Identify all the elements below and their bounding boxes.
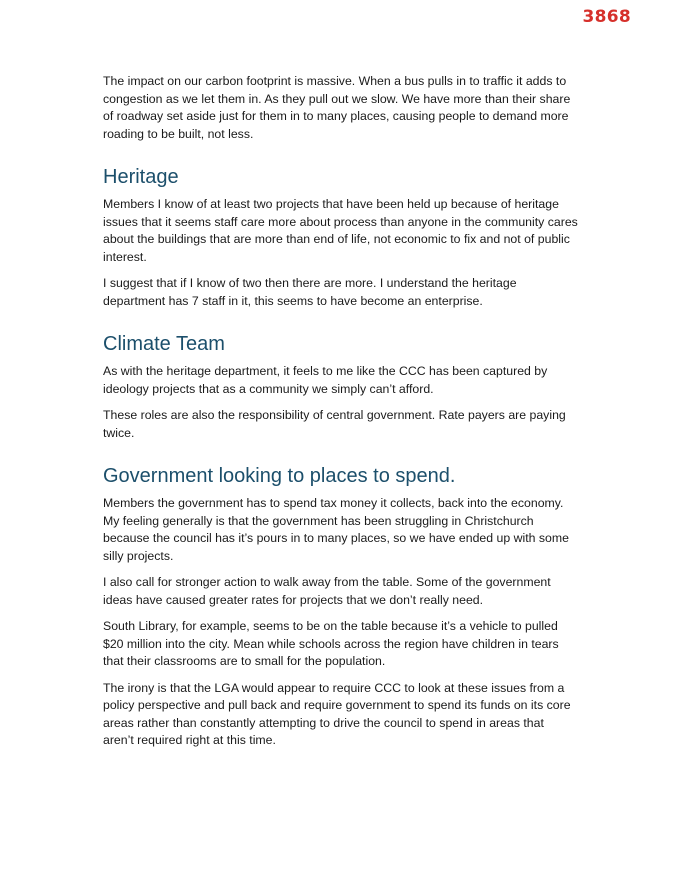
paragraph: Members the government has to spend tax money it collects, back into the economy. My feeling generally is that the government has been struggling in Christchurch because the council has it’s pours in to many places, so we have ended up with some silly projects. [103, 496, 569, 563]
section-heritage [103, 164, 578, 310]
page-number: 3868 [582, 7, 631, 27]
paragraph: As with the heritage department, it feels to me like the CCC has been captured by ideology projects that as a community we simply can’t afford. [103, 364, 548, 396]
paragraph: South Library, for example, seems to be on the table because it’s a vehicle to pulled $20 million into the city. Mean while schools across the region have children in tears that their classrooms are to small for the population. [103, 619, 559, 668]
document-body [103, 73, 578, 759]
paragraph: I also call for stronger action to walk away from the table. Some of the government ideas have caused greater rates for projects that we don’t really need. [103, 575, 551, 607]
section-heading-government-spending: Government looking to places to spend. [103, 465, 456, 487]
section-heading-climate-team: Climate Team [103, 333, 225, 355]
section-government-spending [103, 463, 578, 750]
section-climate-team [103, 331, 578, 442]
paragraph: I suggest that if I know of two then there are more. I understand the heritage department has 7 staff in it, this seems to have become an enterprise. [103, 276, 517, 308]
intro-paragraph: The impact on our carbon footprint is massive. When a bus pulls in to traffic it adds to congestion as we let them in. As they pull out we slow. We have more than their share of roadway set aside just for them in to many places, causing people to demand more roading to be built, not less. [103, 74, 571, 141]
paragraph: These roles are also the responsibility of central government. Rate payers are paying twice. [103, 408, 566, 440]
paragraph: The irony is that the LGA would appear to require CCC to look at these issues from a policy perspective and pull back and require government to spend its funds on its core areas rather than constantly attempting to drive the council to spend in areas that aren’t required right at this time. [103, 680, 571, 747]
paragraph: Members I know of at least two projects that have been held up because of heritage issues that it seems staff care more about process than anyone in the community cares about the buildings that are more than end of life, not economic to fix and not of public interest. [103, 197, 578, 264]
section-heading-heritage: Heritage [103, 166, 179, 188]
